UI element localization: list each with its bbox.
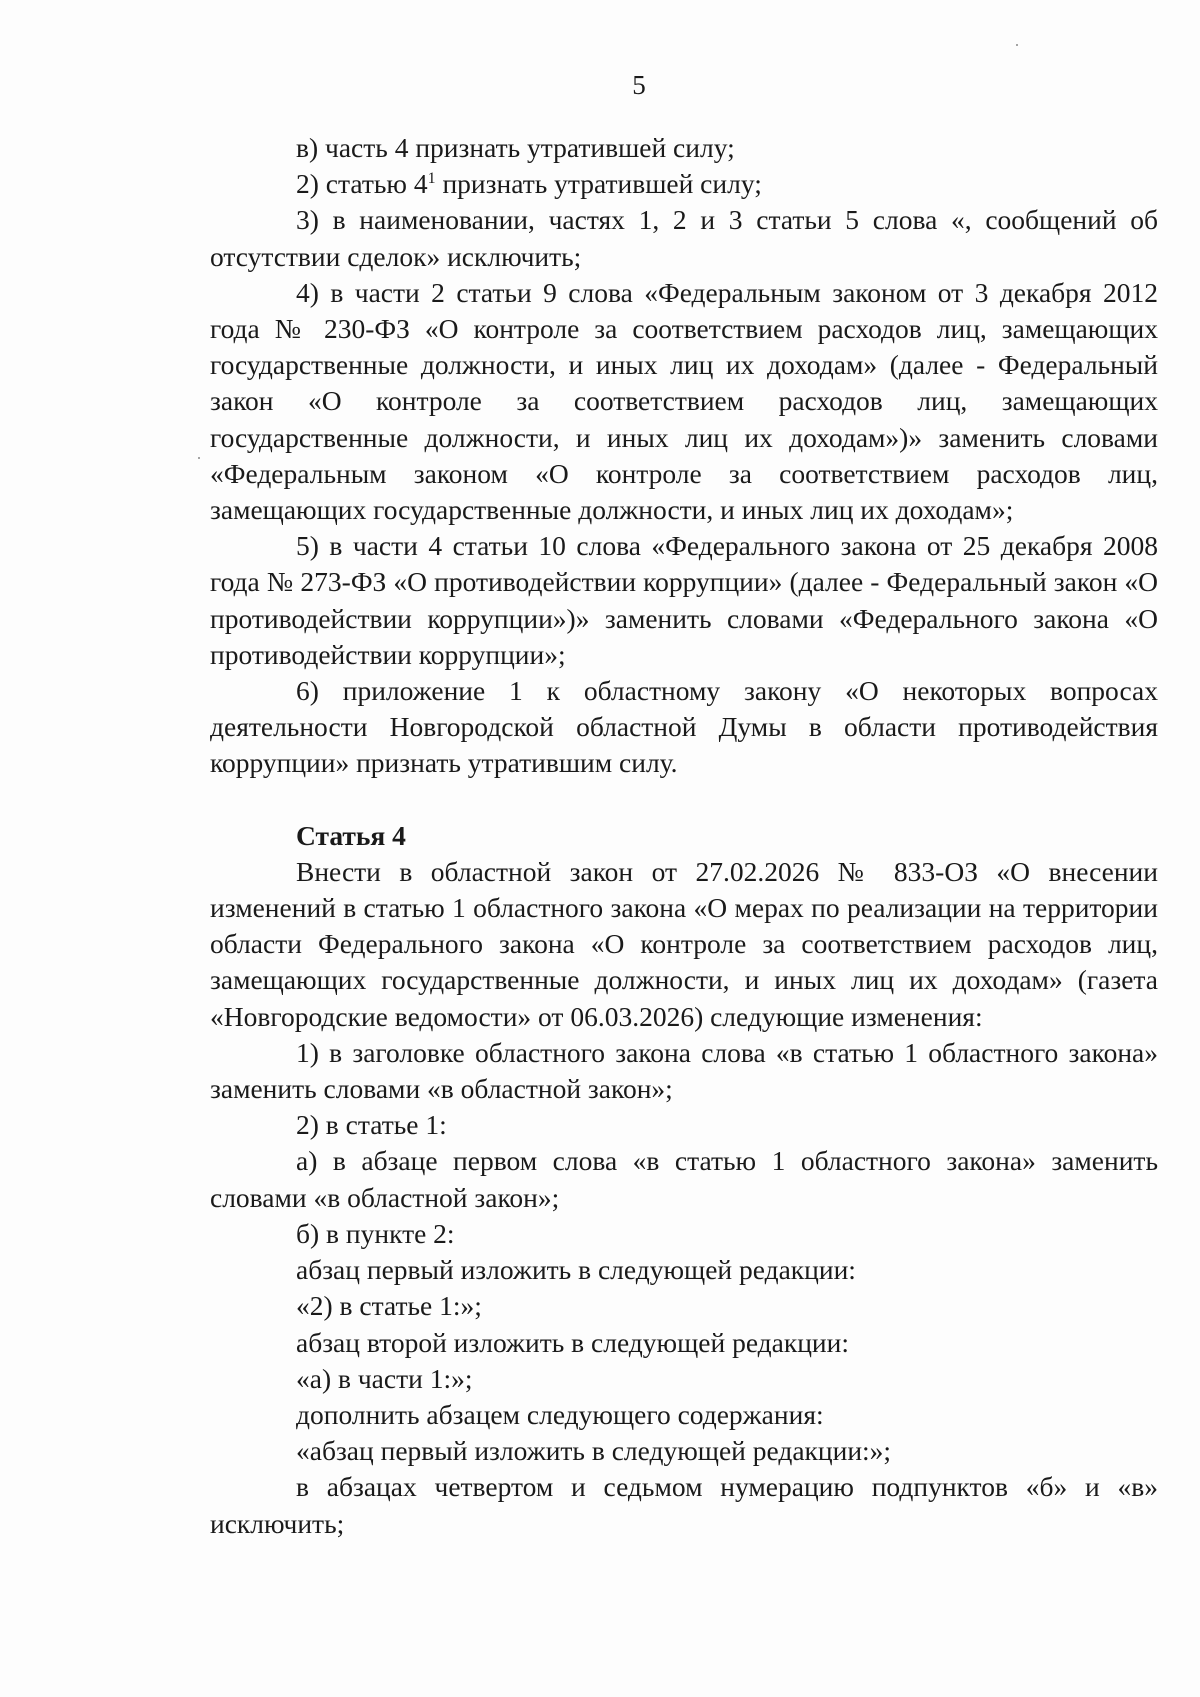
paragraph: абзац второй изложить в следующей редакции:	[296, 1326, 850, 1358]
scan-speck	[1016, 44, 1018, 46]
paragraph: «2) в статье 1:»;	[296, 1290, 482, 1322]
paragraph: а) в абзаце первом слова «в статью 1 областного закона» заменить словами «в областной закон»;	[210, 1145, 1158, 1213]
paragraph: дополнить абзацем следующего содержания:	[296, 1398, 824, 1430]
paragraph: 3) в наименовании, частях 1, 2 и 3 статьи 5 слова «, сообщений об отсутствии сделок» исключить;	[210, 204, 1158, 272]
paragraph: в) часть 4 признать утратившей силу;	[296, 132, 735, 163]
paragraph: «а) в части 1:»;	[296, 1362, 473, 1394]
paragraph: «абзац первый изложить в следующей редакции:»;	[296, 1435, 892, 1467]
paragraph: 5) в части 4 статьи 10 слова «Федерального закона от 25 декабря 2008 года № 273-ФЗ «О противодействии коррупции» (далее - Федеральный закон «О противодействии коррупции»)» заменить словами «Федерального закона «О противодействии коррупции»;	[210, 530, 1158, 670]
paragraph: 6) приложение 1 к областному закону «О некоторых вопросах деятельности Новгородской областной Думы в области противодействия коррупции» признать утратившим силу.	[210, 675, 1158, 779]
superscript: 1	[427, 170, 436, 188]
paragraph: абзац первый изложить в следующей редакции:	[296, 1254, 856, 1286]
paragraph: б) в пункте 2:	[296, 1217, 455, 1249]
paragraph: Внести в областной закон от 27.02.2026 № 833-ОЗ «О внесении изменений в статью 1 областного закона «О мерах по реализации на территории области Федерального закона «О контроле за соответствием расходов лиц, замещающих государственные должности, и иных лиц их доходам» (газета «Новгородские ведомости» от 06.03.2026) следующие изменения:	[210, 855, 1158, 1032]
article-heading: Статья 4	[296, 819, 406, 851]
page-number: 5	[632, 70, 646, 100]
paragraph	[210, 166, 1158, 202]
paragraph: 1) в заголовке областного закона слова «в статью 1 областного закона» заменить словами «в областной закон»;	[210, 1036, 1158, 1105]
paragraph: в абзацах четвертом и седьмом нумерацию подпунктов «б» и «в» исключить;	[210, 1471, 1158, 1539]
document-body	[210, 130, 1158, 1542]
paragraph-text: признать утратившей силу;	[435, 168, 762, 200]
scan-speck	[198, 457, 200, 459]
paragraph: 2) в статье 1:	[296, 1109, 447, 1141]
paragraph-text: 2) статью 4	[296, 168, 428, 200]
paragraph: 4) в части 2 статьи 9 слова «Федеральным законом от 3 декабря 2012 года № 230-ФЗ «О контроле за соответствием расходов лиц, замещающих государственные должности, и иных лиц их доходам» (далее - Федеральный закон «О контроле за соответствием расходов лиц, замещающих государственные должности, и иных лиц их доходам»)» заменить словами «Федеральным законом «О контроле за соответствием расходов лиц, замещающих государственные должности, и иных лиц их доходам»;	[210, 276, 1158, 526]
